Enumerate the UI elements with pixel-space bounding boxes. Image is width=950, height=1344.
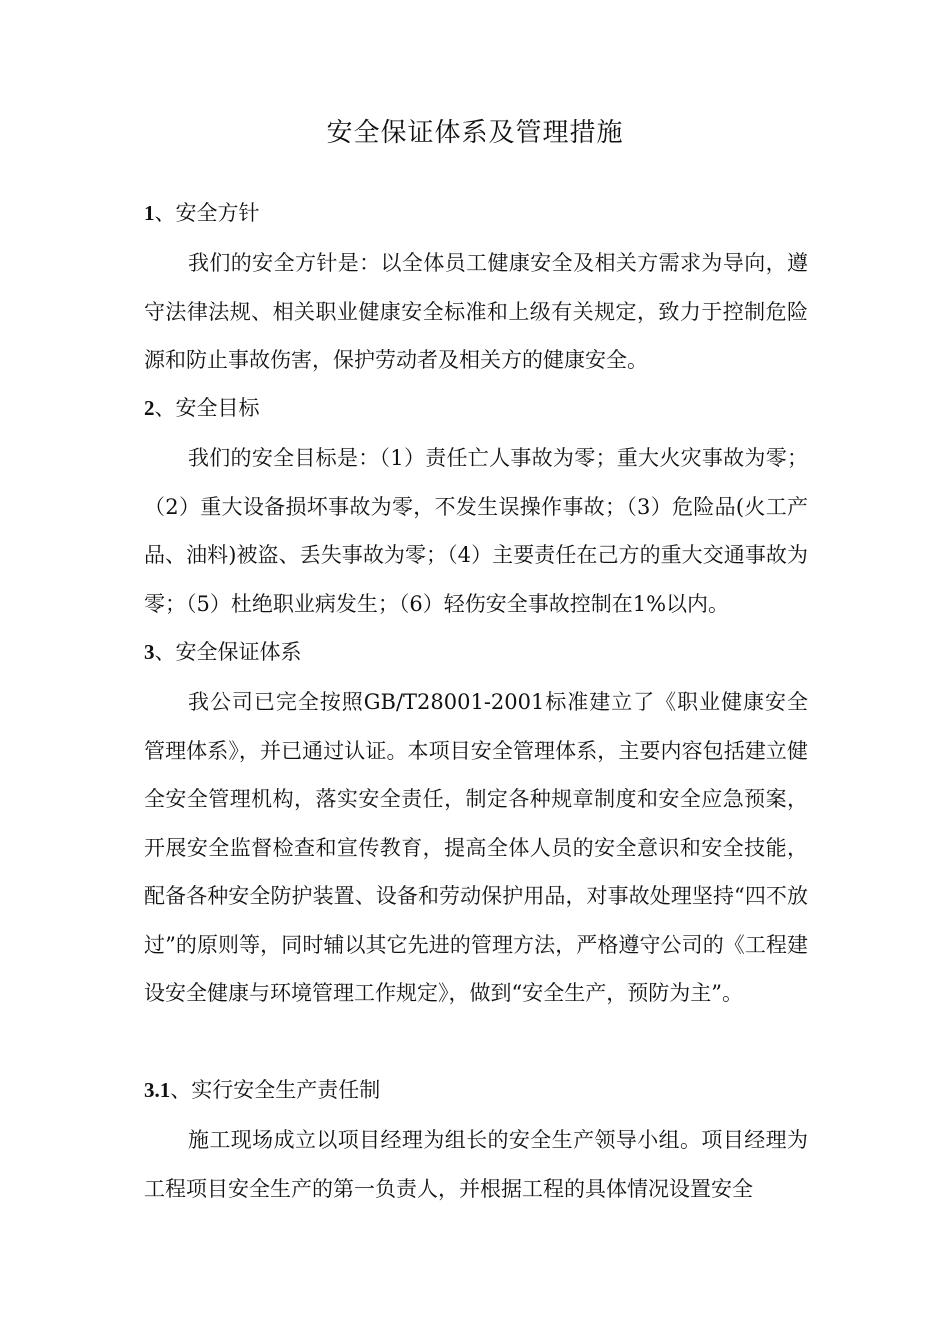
section-heading-2 (144, 388, 808, 428)
section-heading-text: 实行安全生产责任制 (191, 1078, 381, 1102)
section-paragraph-3: 我公司已完全按照GB/T28001-2001标准建立了《职业健康安全管理体系》，并已通过认证。本项目安全管理体系，主要内容包括建立健全安全管理机构，落实安全责任，制定各种规章制度和安全应急预案，开展安全监督检查和宣传教育，提高全体人员的安全意识和安全技能，配备各种安全防护装置、设备和劳动保护用品，对事故处理坚持“四不放过”的原则等，同时辅以其它先进的管理方法，严格遵守公司的《工程建设安全健康与环境管理工作规定》，做到“安全生产，预防为主”。 (144, 690, 808, 1005)
section-heading-3 (144, 632, 808, 672)
section-heading-text: 安全方针 (175, 201, 260, 225)
section-number: 3.1 (144, 1078, 171, 1102)
section-number: 1 (144, 201, 155, 225)
section-separator: 、 (154, 640, 176, 664)
section-heading-3-1 (144, 1070, 808, 1110)
section-number: 2 (144, 396, 155, 420)
section-paragraph-3-1: 施工现场成立以项目经理为组长的安全生产领导小组。项目经理为工程项目安全生产的第一负责人，并根据工程的具体情况设置安全 (144, 1128, 808, 1201)
document-body (144, 193, 808, 1213)
section-separator: 、 (154, 201, 176, 225)
section-heading-text: 安全目标 (175, 396, 260, 420)
section-heading-1 (144, 193, 808, 233)
section-paragraph-2: 我们的安全目标是：（1）责任亡人事故为零；重大火灾事故为零；（2）重大设备损坏事故为零，不发生误操作事故；（3）危险品(火工产品、油料)被盗、丢失事故为零；（4）主要责任在己方的重大交通事故为零；（5）杜绝职业病发生；（6）轻伤安全事故控制在1%以内。 (144, 446, 808, 616)
section-number: 3 (144, 640, 155, 664)
section-separator: 、 (170, 1078, 192, 1102)
section-separator: 、 (154, 396, 176, 420)
section-heading-text: 安全保证体系 (175, 640, 302, 664)
document-title: 安全保证体系及管理措施 (326, 118, 624, 148)
section-paragraph-1: 我们的安全方针是：以全体员工健康安全及相关方需求为导向，遵守法律法规、相关职业健康安全标准和上级有关规定，致力于控制危险源和防止事故伤害，保护劳动者及相关方的健康安全。 (144, 251, 808, 372)
